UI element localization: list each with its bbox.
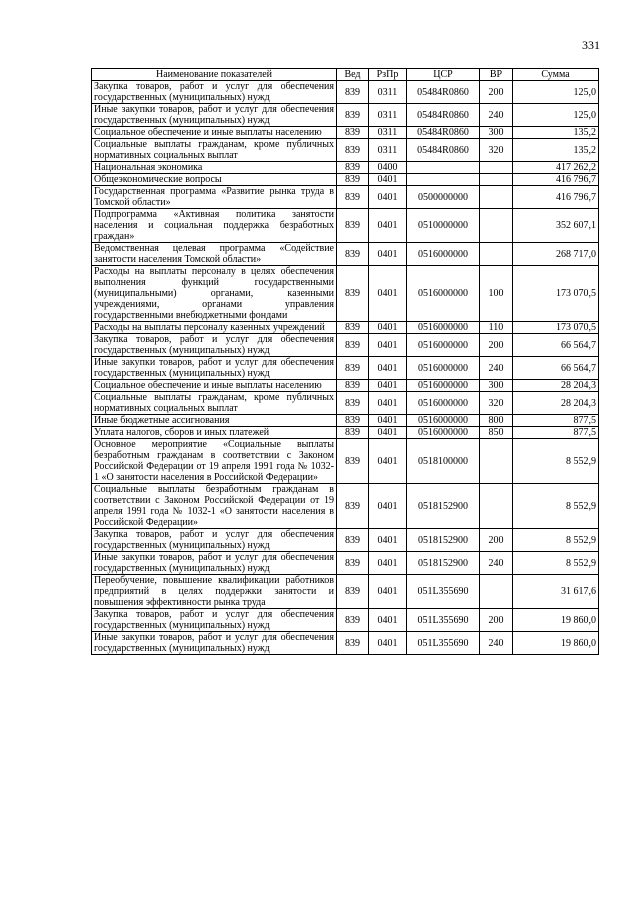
table-row bbox=[92, 322, 599, 334]
cell-ved: 839 bbox=[337, 322, 369, 334]
cell-csr: 0516000000 bbox=[407, 357, 480, 380]
cell-vr bbox=[480, 174, 513, 186]
col-header-vr: ВР bbox=[480, 69, 513, 81]
cell-csr: 0518152900 bbox=[407, 529, 480, 552]
cell-sum: 173 070,5 bbox=[513, 266, 599, 322]
cell-vr: 110 bbox=[480, 322, 513, 334]
table-row bbox=[92, 174, 599, 186]
cell-vr: 300 bbox=[480, 127, 513, 139]
table-row bbox=[92, 415, 599, 427]
cell-ved: 839 bbox=[337, 415, 369, 427]
cell-name: Уплата налогов, сборов и иных платежей bbox=[92, 427, 337, 439]
cell-name: Социальное обеспечение и иные выплаты населению bbox=[92, 127, 337, 139]
cell-vr bbox=[480, 162, 513, 174]
table-row bbox=[92, 575, 599, 609]
cell-ved: 839 bbox=[337, 632, 369, 655]
cell-rzpr: 0401 bbox=[369, 334, 407, 357]
cell-rzpr: 0401 bbox=[369, 552, 407, 575]
cell-vr: 240 bbox=[480, 632, 513, 655]
cell-name: Иные закупки товаров, работ и услуг для обеспечения государственных (муниципальных) нужд bbox=[92, 104, 337, 127]
cell-rzpr: 0401 bbox=[369, 439, 407, 484]
col-header-name: Наименование показателей bbox=[92, 69, 337, 81]
cell-vr: 240 bbox=[480, 552, 513, 575]
budget-table bbox=[91, 68, 599, 655]
cell-csr bbox=[407, 174, 480, 186]
cell-sum: 877,5 bbox=[513, 427, 599, 439]
cell-rzpr: 0401 bbox=[369, 186, 407, 209]
cell-sum: 8 552,9 bbox=[513, 484, 599, 529]
cell-csr: 0516000000 bbox=[407, 334, 480, 357]
cell-name: Общеэкономические вопросы bbox=[92, 174, 337, 186]
cell-vr: 200 bbox=[480, 609, 513, 632]
cell-csr: 0518100000 bbox=[407, 439, 480, 484]
cell-vr bbox=[480, 439, 513, 484]
cell-rzpr: 0400 bbox=[369, 162, 407, 174]
cell-ved: 839 bbox=[337, 484, 369, 529]
cell-csr: 0518152900 bbox=[407, 552, 480, 575]
cell-sum: 19 860,0 bbox=[513, 632, 599, 655]
cell-ved: 839 bbox=[337, 380, 369, 392]
cell-sum: 125,0 bbox=[513, 81, 599, 104]
cell-ved: 839 bbox=[337, 186, 369, 209]
cell-vr bbox=[480, 484, 513, 529]
cell-csr: 0516000000 bbox=[407, 266, 480, 322]
cell-rzpr: 0401 bbox=[369, 609, 407, 632]
cell-name: Подпрограмма «Активная политика занятости населения и социальная поддержка безработных граждан» bbox=[92, 209, 337, 243]
cell-name: Социальное обеспечение и иные выплаты населению bbox=[92, 380, 337, 392]
cell-ved: 839 bbox=[337, 427, 369, 439]
table-row bbox=[92, 609, 599, 632]
cell-rzpr: 0311 bbox=[369, 104, 407, 127]
cell-name: Переобучение, повышение квалификации работников предприятий в целях поддержки занятости и повышения эффективности рынка труда bbox=[92, 575, 337, 609]
cell-name: Ведомственная целевая программа «Содействие занятости населения Томской области» bbox=[92, 243, 337, 266]
cell-vr: 320 bbox=[480, 392, 513, 415]
cell-sum: 19 860,0 bbox=[513, 609, 599, 632]
cell-csr bbox=[407, 162, 480, 174]
cell-sum: 28 204,3 bbox=[513, 380, 599, 392]
cell-sum: 66 564,7 bbox=[513, 334, 599, 357]
cell-vr bbox=[480, 209, 513, 243]
table-row bbox=[92, 439, 599, 484]
cell-ved: 839 bbox=[337, 209, 369, 243]
cell-rzpr: 0401 bbox=[369, 380, 407, 392]
cell-name: Закупка товаров, работ и услуг для обеспечения государственных (муниципальных) нужд bbox=[92, 334, 337, 357]
cell-rzpr: 0401 bbox=[369, 529, 407, 552]
cell-ved: 839 bbox=[337, 552, 369, 575]
cell-sum: 416 796,7 bbox=[513, 174, 599, 186]
cell-name: Расходы на выплаты персоналу казенных учреждений bbox=[92, 322, 337, 334]
cell-csr: 0516000000 bbox=[407, 427, 480, 439]
cell-ved: 839 bbox=[337, 243, 369, 266]
cell-sum: 28 204,3 bbox=[513, 392, 599, 415]
cell-vr: 100 bbox=[480, 266, 513, 322]
table-row bbox=[92, 104, 599, 127]
cell-rzpr: 0401 bbox=[369, 266, 407, 322]
cell-ved: 839 bbox=[337, 104, 369, 127]
cell-rzpr: 0401 bbox=[369, 632, 407, 655]
cell-ved: 839 bbox=[337, 334, 369, 357]
cell-csr: 0516000000 bbox=[407, 392, 480, 415]
cell-csr: 051L355690 bbox=[407, 632, 480, 655]
cell-rzpr: 0401 bbox=[369, 415, 407, 427]
cell-csr: 0516000000 bbox=[407, 322, 480, 334]
cell-name: Закупка товаров, работ и услуг для обеспечения государственных (муниципальных) нужд bbox=[92, 529, 337, 552]
table-row bbox=[92, 266, 599, 322]
table-row bbox=[92, 243, 599, 266]
cell-sum: 135,2 bbox=[513, 139, 599, 162]
cell-rzpr: 0401 bbox=[369, 575, 407, 609]
cell-rzpr: 0401 bbox=[369, 484, 407, 529]
cell-csr: 05484R0860 bbox=[407, 104, 480, 127]
cell-name: Расходы на выплаты персоналу в целях обеспечения выполнения функций государственными (муниципальными) органами, казенными учреждениями, органами управления государственными внебюджетными фондами bbox=[92, 266, 337, 322]
cell-rzpr: 0401 bbox=[369, 243, 407, 266]
cell-csr: 0516000000 bbox=[407, 243, 480, 266]
page-number: 331 bbox=[582, 38, 600, 52]
table-row bbox=[92, 529, 599, 552]
cell-ved: 839 bbox=[337, 174, 369, 186]
table-row bbox=[92, 632, 599, 655]
cell-ved: 839 bbox=[337, 609, 369, 632]
cell-csr: 05484R0860 bbox=[407, 139, 480, 162]
table-row bbox=[92, 186, 599, 209]
table-row bbox=[92, 552, 599, 575]
cell-ved: 839 bbox=[337, 392, 369, 415]
cell-name: Основное мероприятие «Социальные выплаты безработным гражданам в соответствии с Законом Российской Федерации от 19 апреля 1991 года № 1032-1 «О занятости населения в Российской Федерации» bbox=[92, 439, 337, 484]
cell-rzpr: 0401 bbox=[369, 322, 407, 334]
cell-rzpr: 0401 bbox=[369, 209, 407, 243]
col-header-rzpr: РзПр bbox=[369, 69, 407, 81]
cell-vr bbox=[480, 243, 513, 266]
cell-sum: 66 564,7 bbox=[513, 357, 599, 380]
cell-name: Иные закупки товаров, работ и услуг для обеспечения государственных (муниципальных) нужд bbox=[92, 357, 337, 380]
col-header-csr: ЦСР bbox=[407, 69, 480, 81]
cell-name: Закупка товаров, работ и услуг для обеспечения государственных (муниципальных) нужд bbox=[92, 81, 337, 104]
cell-csr: 0510000000 bbox=[407, 209, 480, 243]
cell-sum: 31 617,6 bbox=[513, 575, 599, 609]
col-header-ved: Вед bbox=[337, 69, 369, 81]
cell-vr: 200 bbox=[480, 81, 513, 104]
cell-csr: 051L355690 bbox=[407, 575, 480, 609]
cell-vr: 320 bbox=[480, 139, 513, 162]
col-header-sum: Сумма bbox=[513, 69, 599, 81]
cell-sum: 416 796,7 bbox=[513, 186, 599, 209]
cell-csr: 0516000000 bbox=[407, 415, 480, 427]
table-row bbox=[92, 81, 599, 104]
cell-name: Социальные выплаты гражданам, кроме публичных нормативных социальных выплат bbox=[92, 139, 337, 162]
cell-ved: 839 bbox=[337, 575, 369, 609]
cell-name: Социальные выплаты гражданам, кроме публичных нормативных социальных выплат bbox=[92, 392, 337, 415]
cell-ved: 839 bbox=[337, 127, 369, 139]
table-row bbox=[92, 380, 599, 392]
cell-sum: 268 717,0 bbox=[513, 243, 599, 266]
cell-ved: 839 bbox=[337, 139, 369, 162]
table-row bbox=[92, 357, 599, 380]
cell-ved: 839 bbox=[337, 162, 369, 174]
cell-rzpr: 0401 bbox=[369, 357, 407, 380]
cell-name: Иные закупки товаров, работ и услуг для обеспечения государственных (муниципальных) нужд bbox=[92, 632, 337, 655]
cell-vr: 240 bbox=[480, 357, 513, 380]
table-row bbox=[92, 139, 599, 162]
cell-vr: 240 bbox=[480, 104, 513, 127]
cell-rzpr: 0401 bbox=[369, 392, 407, 415]
cell-sum: 8 552,9 bbox=[513, 529, 599, 552]
table-row bbox=[92, 162, 599, 174]
cell-name: Закупка товаров, работ и услуг для обеспечения государственных (муниципальных) нужд bbox=[92, 609, 337, 632]
cell-vr: 200 bbox=[480, 334, 513, 357]
cell-name: Иные закупки товаров, работ и услуг для обеспечения государственных (муниципальных) нужд bbox=[92, 552, 337, 575]
cell-sum: 352 607,1 bbox=[513, 209, 599, 243]
cell-vr: 300 bbox=[480, 380, 513, 392]
cell-sum: 8 552,9 bbox=[513, 552, 599, 575]
table-row bbox=[92, 334, 599, 357]
cell-vr: 800 bbox=[480, 415, 513, 427]
table-row bbox=[92, 392, 599, 415]
cell-vr bbox=[480, 186, 513, 209]
cell-csr: 0516000000 bbox=[407, 380, 480, 392]
cell-csr: 0518152900 bbox=[407, 484, 480, 529]
cell-name: Государственная программа «Развитие рынка труда в Томской области» bbox=[92, 186, 337, 209]
cell-vr bbox=[480, 575, 513, 609]
cell-vr: 200 bbox=[480, 529, 513, 552]
cell-csr: 051L355690 bbox=[407, 609, 480, 632]
cell-rzpr: 0401 bbox=[369, 174, 407, 186]
cell-name: Иные бюджетные ассигнования bbox=[92, 415, 337, 427]
cell-csr: 0500000000 bbox=[407, 186, 480, 209]
cell-sum: 8 552,9 bbox=[513, 439, 599, 484]
cell-ved: 839 bbox=[337, 529, 369, 552]
cell-csr: 05484R0860 bbox=[407, 81, 480, 104]
cell-rzpr: 0311 bbox=[369, 139, 407, 162]
cell-rzpr: 0311 bbox=[369, 81, 407, 104]
cell-sum: 125,0 bbox=[513, 104, 599, 127]
cell-sum: 417 262,2 bbox=[513, 162, 599, 174]
cell-sum: 135,2 bbox=[513, 127, 599, 139]
cell-sum: 877,5 bbox=[513, 415, 599, 427]
table-row bbox=[92, 484, 599, 529]
table-header-row bbox=[92, 69, 599, 81]
table-row bbox=[92, 127, 599, 139]
cell-rzpr: 0311 bbox=[369, 127, 407, 139]
cell-vr: 850 bbox=[480, 427, 513, 439]
cell-name: Национальная экономика bbox=[92, 162, 337, 174]
cell-csr: 05484R0860 bbox=[407, 127, 480, 139]
table-row bbox=[92, 427, 599, 439]
cell-rzpr: 0401 bbox=[369, 427, 407, 439]
cell-ved: 839 bbox=[337, 266, 369, 322]
cell-ved: 839 bbox=[337, 439, 369, 484]
cell-ved: 839 bbox=[337, 81, 369, 104]
cell-name: Социальные выплаты безработным гражданам в соответствии с Законом Российской Федерации от 19 апреля 1991 года № 1032-1 «О занятости населения в Российской Федерации» bbox=[92, 484, 337, 529]
table-row bbox=[92, 209, 599, 243]
cell-ved: 839 bbox=[337, 357, 369, 380]
cell-sum: 173 070,5 bbox=[513, 322, 599, 334]
